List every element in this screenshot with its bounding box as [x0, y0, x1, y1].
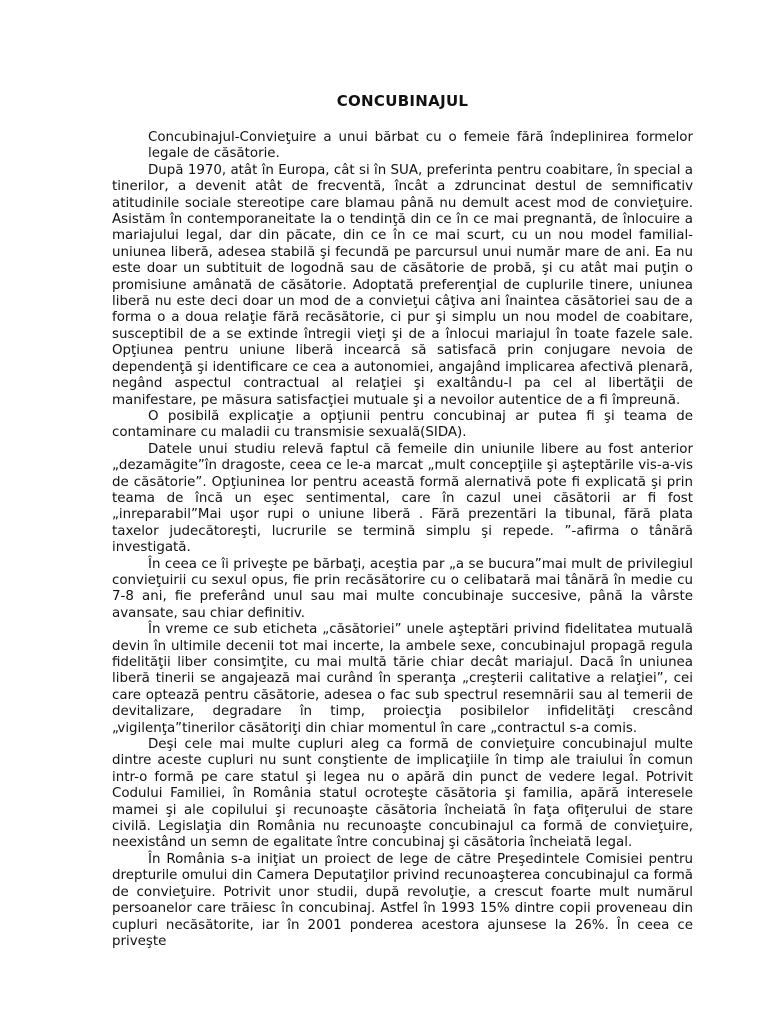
- page-title: CONCUBINAJUL: [336, 92, 469, 110]
- paragraph: Datele unui studiu relevă faptul că femeile din uniunile libere au fost anterior „dezamăgite”în dragoste, ceea ce le-a marcat „mult concepţiile şi aşteptările vis-a-vis de căsătorie”. Opţiuninea lor pentru această formă alernativă pote fi explicată şi prin teama de încă un eşec sentimental, care în cazul unei căsătorii ar fi fost „inreparabil”Mai uşor rupi o uniune liberă . Fără prezentări la tibunal, fără plata taxelor judecătoreşti, lucrurile se termină simplu şi repede. ”-afirma o tânără investigată.: [112, 441, 693, 556]
- paragraph-definition: Concubinajul-Convieţuire a unui bărbat cu o femeie fără îndeplinirea formelor legale de căsătorie.: [148, 130, 693, 162]
- paragraph: După 1970, atât în Europa, cât si în SUA, preferinta pentru coabitare, în special a tinerilor, a devenit atât de frecventă, încât a zdruncinat destul de semnificativ atitudinile sociale stereotipe care blamau până nu demult acest mod de convieţuire. Asistăm în contemporaneitate la o tendinţă din ce în ce mai pregnantă, de înlocuire a mariajului legal, dar din păcate, din ce în ce mai scurt, cu un nou model familial-uniunea liberă, adesea stabilă şi fecundă pe parcursul unui număr mare de ani. Ea nu este doar un subtituit de logodnă sau de căsătorie de probă, şi cu atât mai puţin o promisiune amânată de căsătorie. Adoptată preferenţial de cuplurile tinere, uniunea liberă nu este deci doar un mod de a convieţui câţiva ani înaintea căsătoriei sau de a forma o a doua relaţie fără recăsătorie, ci pur şi simplu un nou model de coabitare, susceptibil de a se extinde întregii vieţi şi de a înlocui mariajul în toate fazele sale. Opţiunea pentru uniune liberă incearcă să satisfacă prin conjugare nevoia de dependenţă şi identificare ce cea a autonomiei, angajând implicarea afectivă plenară, negând aspectul contractual al relaţiei şi exaltându-l pa cel al libertăţii de manifestare, pe măsura satisfacţiei mutuale şi a nevoilor autentice de a fi împreună.: [112, 162, 693, 408]
- paragraph: Deşi cele mai multe cupluri aleg ca formă de convieţuire concubinajul multe dintre aceste cupluri nu sunt conştiente de implicaţiile în timp ale traiului în comun intr-o formă pe care statul şi legea nu o apără din punct de vedere legal. Potrivit Codului Familiei, în România statul ocroteşte căsătoria şi familia, apără interesele mamei şi ale copilului şi recunoaşte căsătoria încheiată în faţa ofiţerului de stare civilă. Legislaţia din România nu recunoaşte concubinajul ca formă de convieţuire, neexistând un semn de egalitate între concubinaj şi căsătoria încheiată legal.: [112, 737, 693, 851]
- paragraph: În vreme ce sub eticheta „căsătoriei” unele aşteptări privind fidelitatea mutuală devin în ultimile decenii tot mai incerte, la ambele sexe, concubinajul propagă regula fidelităţii liber consimţite, cu mai multă tărie chiar decât mariajul. Dacă în uniunea liberă tinerii se angajează mai curând în speranţa „creşterii calitative a relaţiei”, cei care optează pentru căsătorie, adesea o fac sub spectrul resemnării sau al temerii de devitalizare, degradare în timp, proiecţia posibilelor infidelităţi crescând „vigilenţa”tinerilor căsătoriţi din chiar momentul în care „contractul s-a comis.: [112, 622, 693, 736]
- paragraph: În ceea ce îi priveşte pe bărbaţi, aceştia par „a se bucura”mai mult de privilegiul convieţuirii cu sexul opus, fie prin recăsătorire cu o celibatară mai tânără în medie cu 7-8 ani, fie preferând unul sau mai multe concubinaje succesive, până la vârste avansate, sau chiar definitiv.: [112, 556, 693, 621]
- paragraph: În România s-a iniţiat un proiect de lege de către Preşedintele Comisiei pentru drepturile omului din Camera Deputaţilor privind recunoaşterea concubinajul ca formă de convieţuire. Potrivit unor studii, după revoluţie, a crescut foarte mult numărul persoanelor care trăiesc în concubinaj. Astfel în 1993 15% dintre copii proveneau din cupluri necăsătorite, iar în 2001 ponderea acestora ajunsese la 26%. În ceea ce priveşte: [112, 851, 693, 949]
- paragraph: O posibilă explicaţie a opţiunii pentru concubinaj ar putea fi şi teama de contaminare cu maladii cu transmisie sexuală(SIDA).: [112, 408, 693, 441]
